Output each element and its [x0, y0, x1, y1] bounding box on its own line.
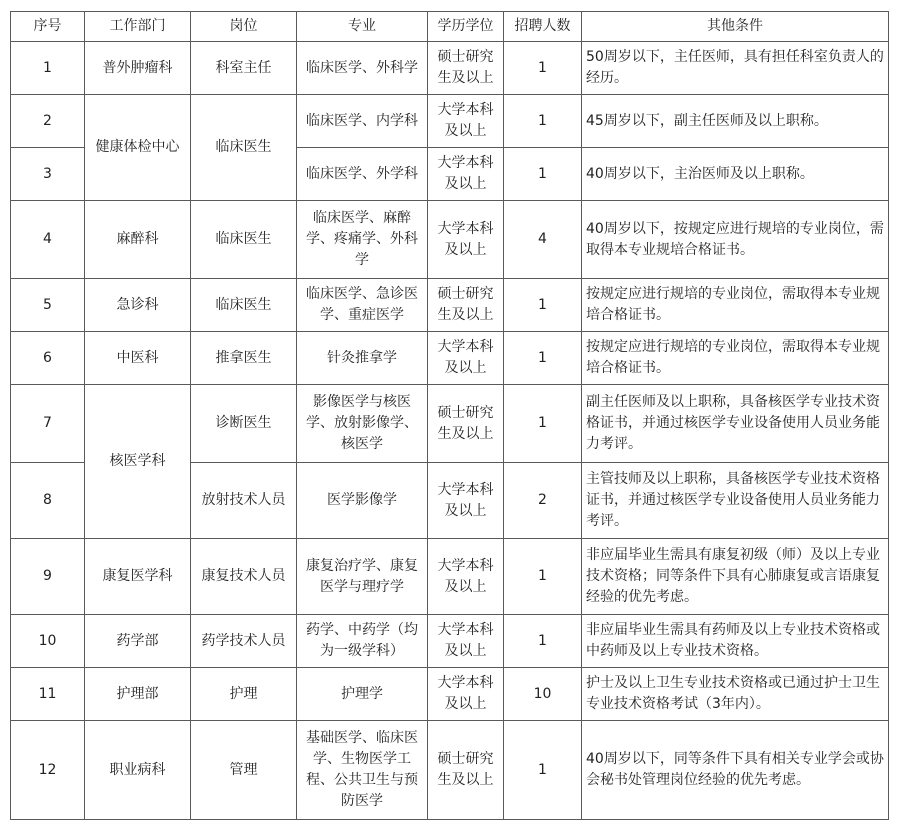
- row-edu: 大学本科及以上: [428, 668, 504, 721]
- header-cell: 序号: [11, 12, 85, 42]
- row-dept: 护理部: [85, 668, 191, 721]
- row-major: 基础医学、临床医学、生物医学工程、公共卫生与预防医学: [297, 721, 428, 820]
- row-edu: 硕士研究生及以上: [428, 385, 504, 463]
- row-edu: 硕士研究生及以上: [428, 42, 504, 95]
- row-major: 临床医学、外学科: [297, 148, 428, 201]
- row-dept: 麻醉科: [85, 201, 191, 279]
- row-count: 1: [504, 539, 582, 615]
- row-major: 影像医学与核医学、放射影像学、核医学: [297, 385, 428, 463]
- header-cell: 工作部门: [85, 12, 191, 42]
- row-cond: 非应届毕业生需具有康复初级（师）及以上专业技术资格；同等条件下具有心肺康复或言语康复经验的优先考虑。: [582, 539, 889, 615]
- row-cond: 主管技师及以上职称，具备核医学专业技术资格证书，并通过核医学专业设备使用人员业务能力考评。: [582, 463, 889, 539]
- row-count: 1: [504, 385, 582, 463]
- row-count: 1: [504, 95, 582, 148]
- row-post: 临床医生: [191, 95, 297, 201]
- row-dept: 健康体检中心: [85, 95, 191, 201]
- row-count: 2: [504, 463, 582, 539]
- row-major: 临床医学、外科学: [297, 42, 428, 95]
- row-count: 1: [504, 42, 582, 95]
- row-cond: 护士及以上卫生专业技术资格或已通过护士卫生专业技术资格考试（3年内）。: [582, 668, 889, 721]
- row-count: 1: [504, 332, 582, 385]
- row-no: 5: [11, 279, 85, 332]
- table-row: [11, 279, 889, 332]
- header-cell: 岗位: [191, 12, 297, 42]
- row-major: 针灸推拿学: [297, 332, 428, 385]
- row-edu: 硕士研究生及以上: [428, 279, 504, 332]
- row-dept: 康复医学科: [85, 539, 191, 615]
- row-count: 10: [504, 668, 582, 721]
- row-post: 护理: [191, 668, 297, 721]
- row-cond: 40周岁以下，同等条件下具有相关专业学会或协会秘书处管理岗位经验的优先考虑。: [582, 721, 889, 820]
- row-cond: 非应届毕业生需具有药师及以上专业技术资格或中药师及以上专业技术资格。: [582, 615, 889, 668]
- table-row: [11, 668, 889, 721]
- row-major: 药学、中药学（均为一级学科）: [297, 615, 428, 668]
- row-dept: 职业病科: [85, 721, 191, 820]
- row-dept: 核医学科: [85, 385, 191, 539]
- row-count: 1: [504, 615, 582, 668]
- row-no: 9: [11, 539, 85, 615]
- row-post: 科室主任: [191, 42, 297, 95]
- row-post: 管理: [191, 721, 297, 820]
- row-edu: 大学本科及以上: [428, 615, 504, 668]
- row-no: 12: [11, 721, 85, 820]
- row-count: 1: [504, 721, 582, 820]
- row-edu: 大学本科及以上: [428, 201, 504, 279]
- row-count: 4: [504, 201, 582, 279]
- row-edu: 大学本科及以上: [428, 463, 504, 539]
- row-dept: 普外肿瘤科: [85, 42, 191, 95]
- row-dept: 药学部: [85, 615, 191, 668]
- row-no: 3: [11, 148, 85, 201]
- header-cell: 招聘人数: [504, 12, 582, 42]
- row-edu: 硕士研究生及以上: [428, 721, 504, 820]
- row-cond: 副主任医师及以上职称，具备核医学专业技术资格证书，并通过核医学专业设备使用人员业务能力考评。: [582, 385, 889, 463]
- table-row: [11, 721, 889, 820]
- row-post: 临床医生: [191, 279, 297, 332]
- row-post: 康复技术人员: [191, 539, 297, 615]
- table-row: [11, 95, 889, 148]
- table-row: [11, 201, 889, 279]
- header-row: [11, 12, 889, 42]
- row-major: 临床医学、麻醉学、疼痛学、外科学: [297, 201, 428, 279]
- row-post: 临床医生: [191, 201, 297, 279]
- row-no: 7: [11, 385, 85, 463]
- row-edu: 大学本科及以上: [428, 539, 504, 615]
- row-cond: 按规定应进行规培的专业岗位，需取得本专业规培合格证书。: [582, 279, 889, 332]
- row-post: 诊断医生: [191, 385, 297, 463]
- row-dept: 中医科: [85, 332, 191, 385]
- row-no: 2: [11, 95, 85, 148]
- header-cell: 专业: [297, 12, 428, 42]
- row-post: 药学技术人员: [191, 615, 297, 668]
- header-cell: 学历学位: [428, 12, 504, 42]
- row-no: 11: [11, 668, 85, 721]
- row-major: 护理学: [297, 668, 428, 721]
- row-post: 放射技术人员: [191, 463, 297, 539]
- table-row: [11, 42, 889, 95]
- row-cond: 40周岁以下，主治医师及以上职称。: [582, 148, 889, 201]
- row-major: 康复治疗学、康复医学与理疗学: [297, 539, 428, 615]
- row-cond: 50周岁以下，主任医师，具有担任科室负责人的经历。: [582, 42, 889, 95]
- row-major: 临床医学、内学科: [297, 95, 428, 148]
- table-row: [11, 615, 889, 668]
- table-row: [11, 539, 889, 615]
- row-cond: 45周岁以下，副主任医师及以上职称。: [582, 95, 889, 148]
- row-edu: 大学本科及以上: [428, 148, 504, 201]
- table-row: [11, 332, 889, 385]
- row-dept: 急诊科: [85, 279, 191, 332]
- row-no: 8: [11, 463, 85, 539]
- row-no: 1: [11, 42, 85, 95]
- row-post: 推拿医生: [191, 332, 297, 385]
- header-cell: 其他条件: [582, 12, 889, 42]
- row-major: 医学影像学: [297, 463, 428, 539]
- row-major: 临床医学、急诊医学、重症医学: [297, 279, 428, 332]
- row-no: 6: [11, 332, 85, 385]
- table-row: [11, 385, 889, 463]
- recruitment-table: [10, 11, 889, 820]
- row-edu: 大学本科及以上: [428, 95, 504, 148]
- row-edu: 大学本科及以上: [428, 332, 504, 385]
- row-cond: 按规定应进行规培的专业岗位，需取得本专业规培合格证书。: [582, 332, 889, 385]
- row-count: 1: [504, 279, 582, 332]
- row-no: 4: [11, 201, 85, 279]
- row-cond: 40周岁以下，按规定应进行规培的专业岗位，需取得本专业规培合格证书。: [582, 201, 889, 279]
- row-count: 1: [504, 148, 582, 201]
- row-no: 10: [11, 615, 85, 668]
